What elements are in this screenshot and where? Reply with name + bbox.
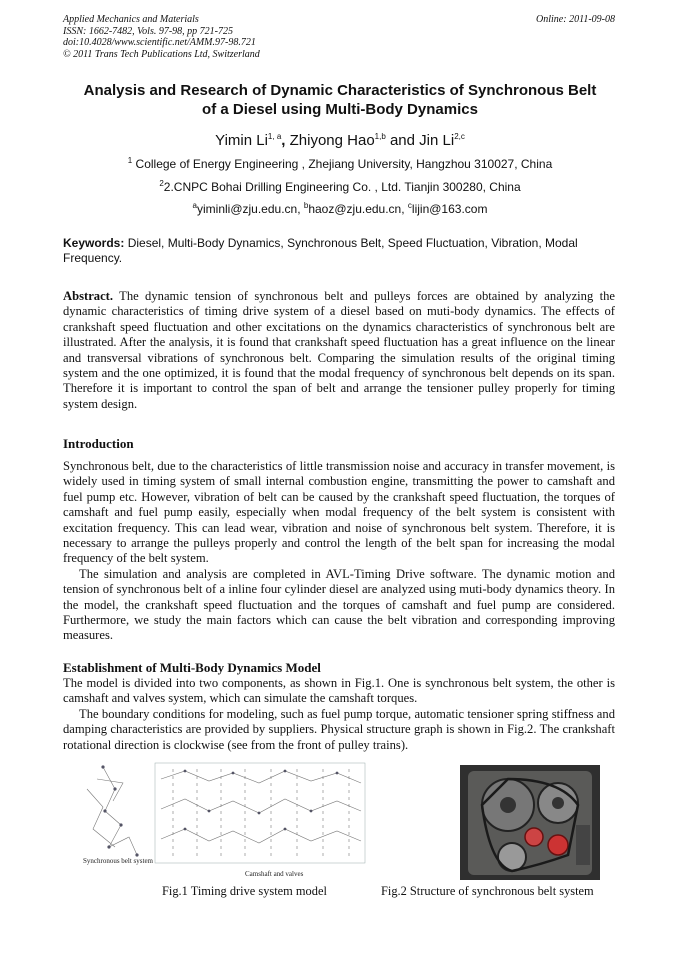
affiliation-2-text: 2.CNPC Bohai Drilling Engineering Co. , Ltd. Tianjin 300280, China xyxy=(163,180,521,194)
abstract-text: The dynamic tension of synchronous belt and pulleys forces are obtained by analyzing the dynamic characteristics of timing drive system of a diesel based on muti-body dynamics. The effects of crankshaft speed fluctuation and other excitations on the dynamics characteristics of synchronous belt are illustrated. After the analysis, it is found that crankshaft speed fluctuation has a great influence on the linear and transversal vibrations of synchronous belt. Comparing the simulation results of the original timing system and the one optimized, it is found that the modal frequency of synchronous belt depends on its span. Therefore it is important to control the span of belt and arrange the tensioner pulley properly for timing system design. xyxy=(63,289,615,411)
affiliation-1-text: College of Energy Engineering , Zhejiang University, Hangzhou 310027, China xyxy=(132,157,553,171)
title-line-2: of a Diesel using Multi-Body Dynamics xyxy=(202,101,478,118)
email-a-sup: a xyxy=(192,201,197,210)
intro-heading: Introduction xyxy=(63,436,134,451)
email-b: haoz@zju.edu.cn, xyxy=(308,202,408,216)
email-c-sup: c xyxy=(407,201,412,210)
abstract xyxy=(63,289,615,412)
affiliation-2-sup: 2 xyxy=(159,179,164,188)
intro-paragraph-1: Synchronous belt, due to the characteristics of little transmission noise and accuracy in transfer movement, is widely used in timing system of small internal combustion engine, transmitting the power to camshaft and fuel pump etc. However, vibration of belt can be caused by the crankshaft speed fluctuation, the torques of camshaft and fuel pump easily, especially when modal frequency of the belt system is consistent with excitation frequency. This can lead wear, vibration and noise of synchronous belt system. Therefore, it is necessary to arrange the pulleys properly and control the length of the belt span for increasing the modal frequency of the belt system. xyxy=(63,459,615,566)
keywords-label: Keywords: xyxy=(63,236,125,250)
email-c: lijin@163.com xyxy=(411,202,488,216)
fig2-caption: Fig.2 Structure of synchronous belt system xyxy=(381,884,594,898)
journal-name: Applied Mechanics and Materials xyxy=(63,14,199,25)
keywords-text: Diesel, Multi-Body Dynamics, Synchronous Belt, Speed Fluctuation, Vibration, Modal Frequency. xyxy=(63,236,578,265)
model-body xyxy=(63,676,615,753)
abstract-label: Abstract. xyxy=(63,289,114,303)
author-1: Yimin Li xyxy=(215,132,268,149)
author-3: Jin Li xyxy=(419,132,455,149)
keywords xyxy=(63,236,615,266)
model-paragraph-1: The model is divided into two components, as shown in Fig.1. One is synchronous belt system, the other is camshaft and valves system, which can simulate the camshaft torques. xyxy=(63,676,615,706)
email-line xyxy=(40,202,640,216)
title-line-1: Analysis and Research of Dynamic Characteristics of Synchronous Belt xyxy=(83,82,597,99)
intro-body xyxy=(63,459,615,644)
email-b-sup: b xyxy=(303,201,309,210)
model-heading: Establishment of Multi-Body Dynamics Model xyxy=(63,660,321,675)
issn-line: ISSN: 1662-7482, Vols. 97-98, pp 721-725 xyxy=(63,25,233,37)
fig1-label-cam: Camshaft and valves xyxy=(245,870,304,878)
fig1-label-belt: Synchronous belt system xyxy=(83,857,153,865)
author-sep-1: , xyxy=(281,132,290,149)
fig1-caption: Fig.1 Timing drive system model xyxy=(162,884,327,898)
author-3-sup: 2,c xyxy=(454,132,465,141)
paper-title xyxy=(40,81,640,119)
belt-system-photo xyxy=(460,765,600,880)
author-2: Zhiyong Hao xyxy=(289,132,375,149)
author-1-sup: 1, a xyxy=(267,132,282,141)
journal-header xyxy=(63,14,615,60)
model-paragraph-2: The boundary conditions for modeling, such as fuel pump torque, automatic tensioner spring stiffness and damping characteristics are provided by suppliers. Physical structure graph is shown in Fig.2. The crankshaft rotational direction is clockwise (see from the front of pulley trains). xyxy=(63,706,615,752)
doi-line: doi:10.4028/www.scientific.net/AMM.97-98.721 xyxy=(63,37,256,48)
timing-drive-model-figure xyxy=(75,759,375,879)
online-date: Online: 2011-09-08 xyxy=(536,14,615,25)
author-sep-2: and xyxy=(385,132,420,149)
copyright-line: © 2011 Trans Tech Publications Ltd, Switzerland xyxy=(63,48,260,60)
affiliation-2 xyxy=(40,180,640,194)
affiliation-1 xyxy=(40,157,640,171)
affiliation-1-sup: 1 xyxy=(127,156,133,165)
author-list xyxy=(40,132,640,149)
author-2-sup: 1,b xyxy=(374,132,386,141)
intro-paragraph-2: The simulation and analysis are completed in AVL-Timing Drive software. The dynamic motion and tension of synchronous belt of a inline four cylinder diesel are analyzed using muti-body dynamics theory. In the model, the crankshaft speed fluctuation and the torques of camshaft and fuel pump are considered. Furthermore, we study the main factors which can cause the belt vibration and corresponding improving measures. xyxy=(63,566,615,643)
email-a: yiminli@zju.edu.cn, xyxy=(196,202,304,216)
